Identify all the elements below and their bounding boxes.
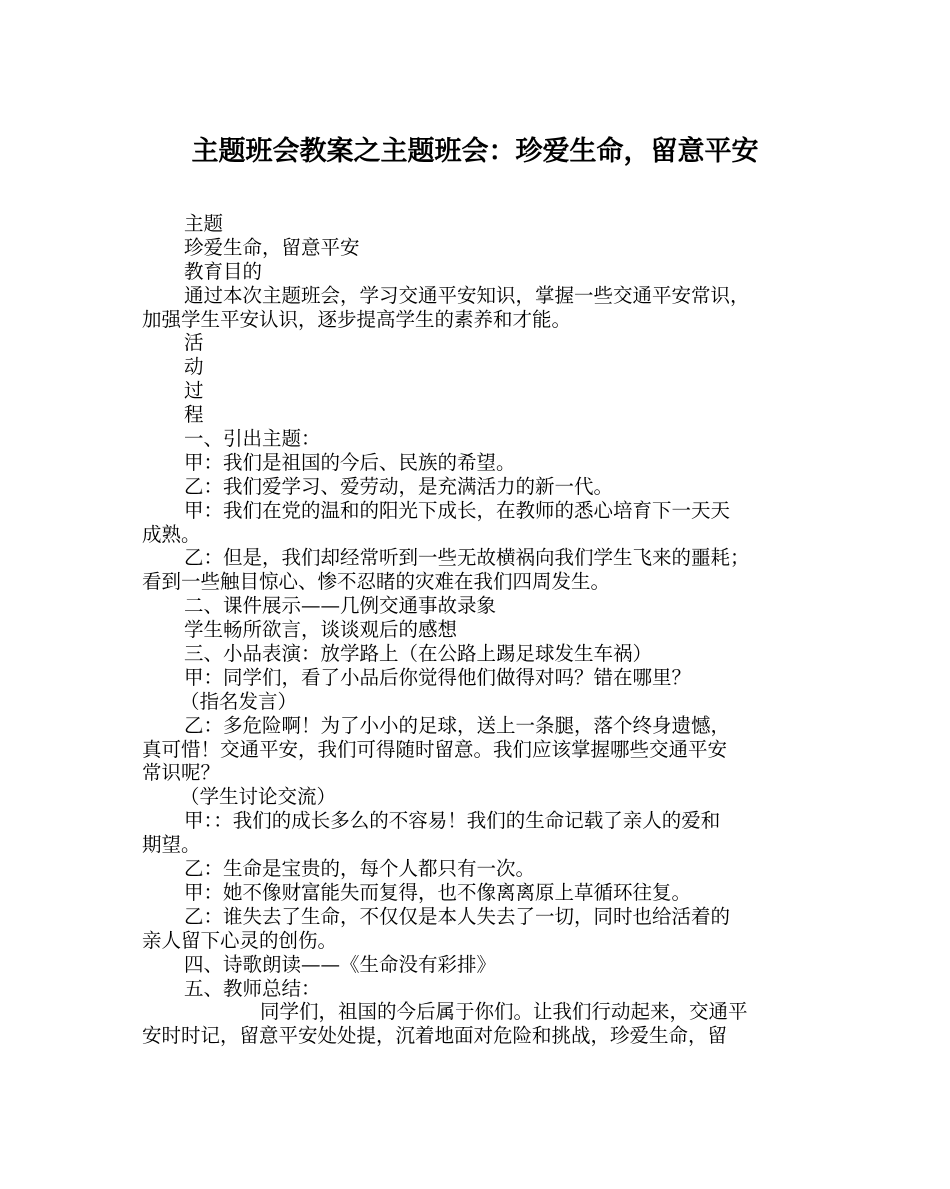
body-line: 同学们，祖国的今后属于你们。让我们行动起来，交通平	[260, 1000, 748, 1024]
body-line: 乙：生命是宝贵的，每个人都只有一次。	[184, 857, 536, 881]
body-line: 乙：但是，我们却经常听到一些无故横祸向我们学生飞来的噩耗；	[184, 546, 750, 570]
body-line: （指名发言）	[180, 689, 298, 713]
body-line: 乙：多危险啊！为了小小的足球，送上一条腿，落个终身遗憾，	[184, 713, 731, 737]
body-line: 三、小品表演：放学路上（在公路上踢足球发生车祸）	[184, 642, 653, 666]
body-line: （学生讨论交流）	[180, 785, 337, 809]
body-line: 四、诗歌朗读——《生命没有彩排》	[184, 952, 497, 976]
body-line: 主题	[184, 212, 224, 235]
body-line: 程	[184, 403, 204, 427]
body-line: 亲人留下心灵的创伤。	[142, 928, 338, 952]
body-line: 活	[184, 331, 204, 355]
body-line: 珍爱生命，留意平安	[184, 235, 360, 259]
body-line: 甲：我们在党的温和的阳光下成长，在教师的悉心培育下一天天	[184, 498, 731, 522]
body-line: 二、课件展示——几例交通事故录象	[184, 594, 497, 618]
body-line: 甲：同学们，看了小品后你觉得他们做得对吗？错在哪里？	[184, 665, 692, 689]
body-line: 成熟。	[142, 522, 201, 546]
body-line: 乙：谁失去了生命，不仅仅是本人失去了一切，同时也给活着的	[184, 904, 731, 928]
body-line: 过	[184, 379, 204, 403]
body-line: 甲：：我们的成长多么的不容易！我们的生命记载了亲人的爱和	[184, 809, 721, 833]
document-body	[142, 212, 822, 1048]
body-line: 甲：她不像财富能失而复得，也不像离离原上草循环往复。	[184, 880, 692, 904]
body-line: 加强学生平安认识，逐步提高学生的素养和才能。	[142, 307, 572, 331]
document-title: 主题班会教案之主题班会：珍爱生命，留意平安	[191, 136, 759, 167]
body-line: 五、教师总结：	[184, 976, 321, 1000]
body-line: 期望。	[142, 833, 201, 857]
body-line: 看到一些触目惊心、惨不忍睹的灾难在我们四周发生。	[142, 570, 611, 594]
body-line: 甲：我们是祖国的今后、民族的希望。	[184, 450, 516, 474]
body-line: 一、引出主题：	[184, 427, 321, 451]
body-line: 教育目的	[184, 259, 263, 283]
body-line: 通过本次主题班会，学习交通平安知识，掌握一些交通平安常识，	[184, 283, 750, 307]
body-line: 动	[184, 355, 204, 379]
body-line: 乙：我们爱学习、爱劳动，是充满活力的新一代。	[184, 474, 614, 498]
body-line: 真可惜！交通平安，我们可得随时留意。我们应该掌握哪些交通平安	[142, 737, 728, 761]
body-line: 学生畅所欲言，谈谈观后的感想	[184, 618, 458, 642]
body-line: 安时时记，留意平安处处提，沉着地面对危险和挑战，珍爱生命，留	[142, 1024, 728, 1048]
body-line: 常识呢？	[142, 761, 221, 785]
